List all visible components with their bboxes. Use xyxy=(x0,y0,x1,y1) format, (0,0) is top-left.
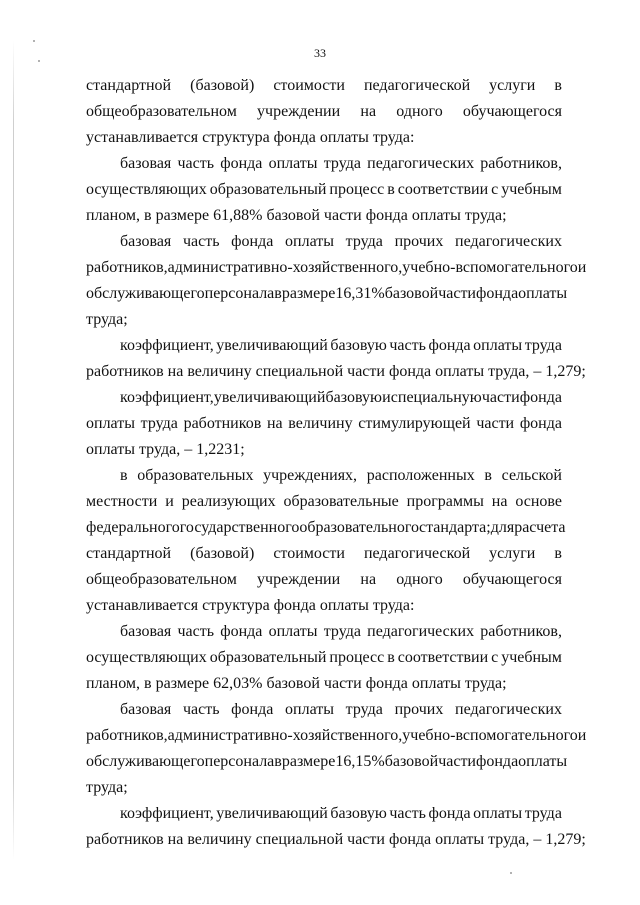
text-line: стандартной (базовой) стоимости педагогической услуги в xyxy=(86,77,562,94)
document-body xyxy=(86,73,587,853)
page-number: 33 xyxy=(314,46,326,60)
scan-speck xyxy=(38,60,40,62)
scan-speck xyxy=(33,40,35,42)
text-line: базовая часть фонда оплаты труда прочих педагогических xyxy=(120,233,562,250)
text-line: федерального государственного образовательного стандарта; для расчета xyxy=(86,519,566,536)
text-line: труда; xyxy=(86,311,128,328)
text-line: устанавливается структура фонда оплаты труда: xyxy=(86,597,415,614)
text-line: коэффициент, увеличивающий базовую часть фонда оплаты труда xyxy=(120,337,562,354)
text-line: базовая часть фонда оплаты труда педагогических работников, xyxy=(120,623,562,640)
text-line: работников на величину специальной части фонда оплаты труда, – 1,279; xyxy=(86,363,586,380)
text-line: осуществляющих образовательный процесс в соответствии с учебным xyxy=(86,649,562,666)
text-line: общеобразовательном учреждении на одного обучающегося xyxy=(86,571,562,588)
text-line: стандартной (базовой) стоимости педагогической услуги в xyxy=(86,545,562,562)
text-line: оплаты труда работников на величину стимулирующей части фонда xyxy=(86,415,562,432)
text-line: работников, административно-хозяйственного, учебно-вспомогательного и xyxy=(86,259,587,276)
scan-edge-line xyxy=(13,40,14,860)
text-line: работников, административно-хозяйственного, учебно-вспомогательного и xyxy=(86,727,587,744)
text-line: местности и реализующих образовательные программы на основе xyxy=(86,493,562,510)
scan-speck xyxy=(510,872,512,874)
text-line: оплаты труда, – 1,2231; xyxy=(86,441,245,458)
text-line: труда; xyxy=(86,779,128,796)
text-line: в образовательных учреждениях, расположенных в сельской xyxy=(120,467,562,484)
text-line: обслуживающего персонала в размере 16,15% базовой части фонда оплаты xyxy=(86,753,568,770)
text-line: работников на величину специальной части фонда оплаты труда, – 1,279; xyxy=(86,831,586,848)
text-line: устанавливается структура фонда оплаты труда: xyxy=(86,129,415,146)
text-line: коэффициент, увеличивающий базовую и специальную части фонда xyxy=(120,389,562,406)
text-line: базовая часть фонда оплаты труда прочих педагогических xyxy=(120,701,562,718)
text-line: коэффициент, увеличивающий базовую часть фонда оплаты труда xyxy=(120,805,562,822)
text-line: базовая часть фонда оплаты труда педагогических работников, xyxy=(120,155,562,172)
text-line: общеобразовательном учреждении на одного обучающегося xyxy=(86,103,562,120)
text-line: осуществляющих образовательный процесс в соответствии с учебным xyxy=(86,181,562,198)
text-line: планом, в размере 61,88% базовой части фонда оплаты труда; xyxy=(86,207,507,224)
text-line: планом, в размере 62,03% базовой части фонда оплаты труда; xyxy=(86,675,507,692)
text-line: обслуживающего персонала в размере 16,31% базовой части фонда оплаты xyxy=(86,285,568,302)
